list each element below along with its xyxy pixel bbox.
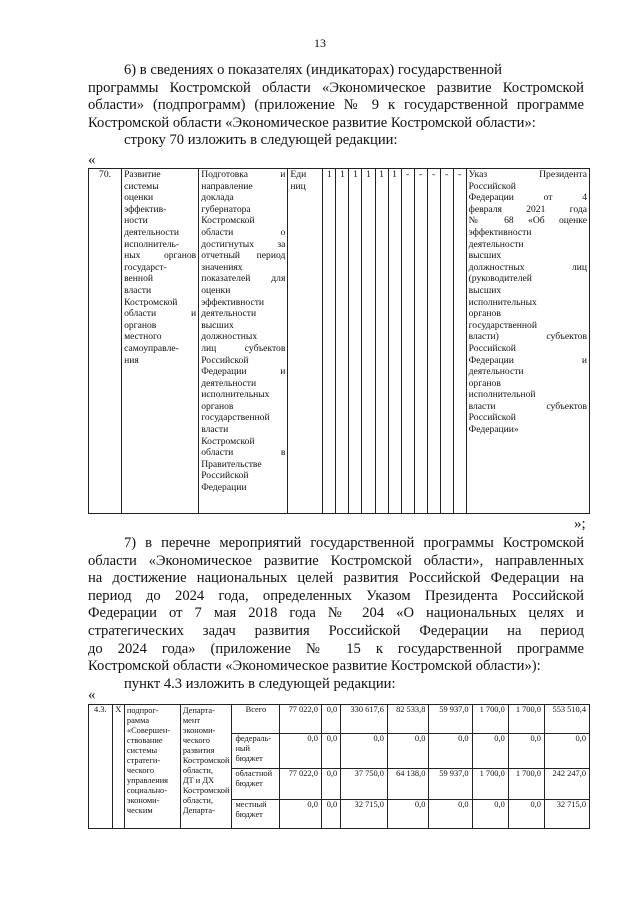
item-43-mark: Х (112, 705, 124, 829)
cell: 0,0 (544, 734, 589, 769)
row-70-value-11: - (453, 169, 466, 514)
source-federal: федераль-ный бюджет (232, 734, 280, 769)
section-7-text (88, 535, 584, 693)
row-70-value-7: - (401, 169, 414, 514)
s7-line-3: на достижение национальных целей развития Российской Федерации на (88, 570, 584, 587)
cell: 0,0 (321, 769, 340, 800)
cell: 0,0 (280, 734, 321, 769)
s6-instruction: строку 70 изложить в следующей редакции: (124, 132, 398, 149)
row-70-value-4: 1 (362, 169, 375, 514)
page-number: 13 (314, 36, 326, 50)
indicator-table (88, 168, 590, 514)
cell: 0,0 (321, 734, 340, 769)
cell: 77 022,0 (280, 769, 321, 800)
cell: 0,0 (321, 705, 340, 734)
cell: 0,0 (508, 734, 544, 769)
cell: 1 700,0 (508, 769, 544, 800)
row-70 (89, 169, 590, 514)
s7-line-1: 7) в перечне мероприятий государственной программы Костромской (124, 535, 584, 551)
cell: 32 715,0 (544, 800, 589, 829)
cell: 1 700,0 (508, 705, 544, 734)
row-70-value-6: 1 (388, 169, 401, 514)
cell: 32 715,0 (341, 800, 388, 829)
s7-line-7: до 2024 года» (приложение № 15 к государственной программе (88, 640, 584, 657)
item-43-executor: Департа- мент экономи- ческого развития Костромской области, ДТ и ДХ Костромской области, Департа- (180, 705, 232, 829)
item-43-name: подпрог- рамма «Совершен- ствование системы стратеги- ческого управления социально- экономи- ческим (124, 705, 180, 829)
cell: 1 700,0 (472, 769, 508, 800)
s6-line-4: Костромской области «Экономическое развитие Костромской области»: (88, 114, 536, 131)
cell: 59 937,0 (429, 705, 472, 734)
row-70-value-2: 1 (336, 169, 349, 514)
s7-line-2: области «Экономическое развитие Костромской области», направленных (88, 552, 584, 569)
row-70-value-10: - (440, 169, 453, 514)
cell: 0,0 (387, 734, 428, 769)
row-70-value-5: 1 (375, 169, 388, 514)
cell: 0,0 (429, 734, 472, 769)
row-70-number: 70. (89, 169, 122, 514)
source-total: Всего (232, 705, 280, 734)
cell: 242 247,0 (544, 769, 589, 800)
row-70-value-1: 1 (323, 169, 336, 514)
open-quote-1: « (88, 152, 96, 168)
cell: 0,0 (280, 800, 321, 829)
s7-line-6: стратегических задач развития Российской Федерации на период (88, 622, 584, 639)
cell: 0,0 (387, 800, 428, 829)
item-43-number: 4.3. (89, 705, 113, 829)
s7-line-8: Костромской области «Экономическое развитие Костромской области»): (88, 658, 541, 675)
s6-line-2: программы Костромской области «Экономическое развитие Костромской (88, 79, 584, 96)
row-70-method: Подготовка и направление доклада губернатора Костромской области о достигнутых за отчетный период значениях показателей для оценки эффективности деятельности высших должностных лиц субъектов Российской Федерации и деятельности исполнительных органов государственной власти Костромской области в Правительстве Российской Федерации (199, 169, 288, 514)
row-70-name: Развитие системы оценки эффектив- ности деятельности исполнитель- ных органов государст- венной власти Костромской области и органов местного самоуправле- ния (122, 169, 199, 514)
s6-line-3: области» (подпрограмм) (приложение № 9 к государственной программе (88, 97, 584, 114)
source-local: местный бюджет (232, 800, 280, 829)
row-70-value-9: - (427, 169, 440, 514)
cell: 64 138,0 (387, 769, 428, 800)
close-quote-1: »; (574, 516, 586, 532)
cell: 0,0 (472, 800, 508, 829)
s7-line-4: период до 2024 года, определенных Указом Президента Российской (88, 587, 584, 604)
open-quote-2: « (88, 687, 96, 703)
s7-instruction: пункт 4.3 изложить в следующей редакции: (124, 675, 396, 692)
cell: 0,0 (321, 800, 340, 829)
s7-line-5: Федерации от 7 мая 2018 года № 204 «О национальных целях и (88, 605, 584, 622)
row-70-value-8: - (414, 169, 427, 514)
cell: 0,0 (508, 800, 544, 829)
cell: 37 750,0 (341, 769, 388, 800)
row-70-value-3: 1 (349, 169, 362, 514)
item-43-row-total (89, 705, 590, 734)
cell: 0,0 (429, 800, 472, 829)
cell: 82 533,8 (387, 705, 428, 734)
cell: 553 510,4 (544, 705, 589, 734)
row-70-unit: Еди ниц (288, 169, 323, 514)
cell: 1 700,0 (472, 705, 508, 734)
s6-line-1: 6) в сведениях о показателях (индикаторах) государственной (124, 62, 502, 78)
cell: 0,0 (341, 734, 388, 769)
cell: 0,0 (472, 734, 508, 769)
section-6-text (88, 62, 584, 150)
cell: 330 617,6 (341, 705, 388, 734)
source-regional: областной бюджет (232, 769, 280, 800)
cell: 77 022,0 (280, 705, 321, 734)
measures-table (88, 704, 590, 829)
cell: 59 937,0 (429, 769, 472, 800)
row-70-basis: Указ Президента Российской Федерации от 4 февраля 2021 года № 68 «Об оценке эффективности деятельности высших должностных лиц (руководителей высших исполнительных органов государственной власти) субъектов Российской Федерации и деятельности органов исполнительной власти субъектов Российской Федерации» (466, 169, 589, 514)
